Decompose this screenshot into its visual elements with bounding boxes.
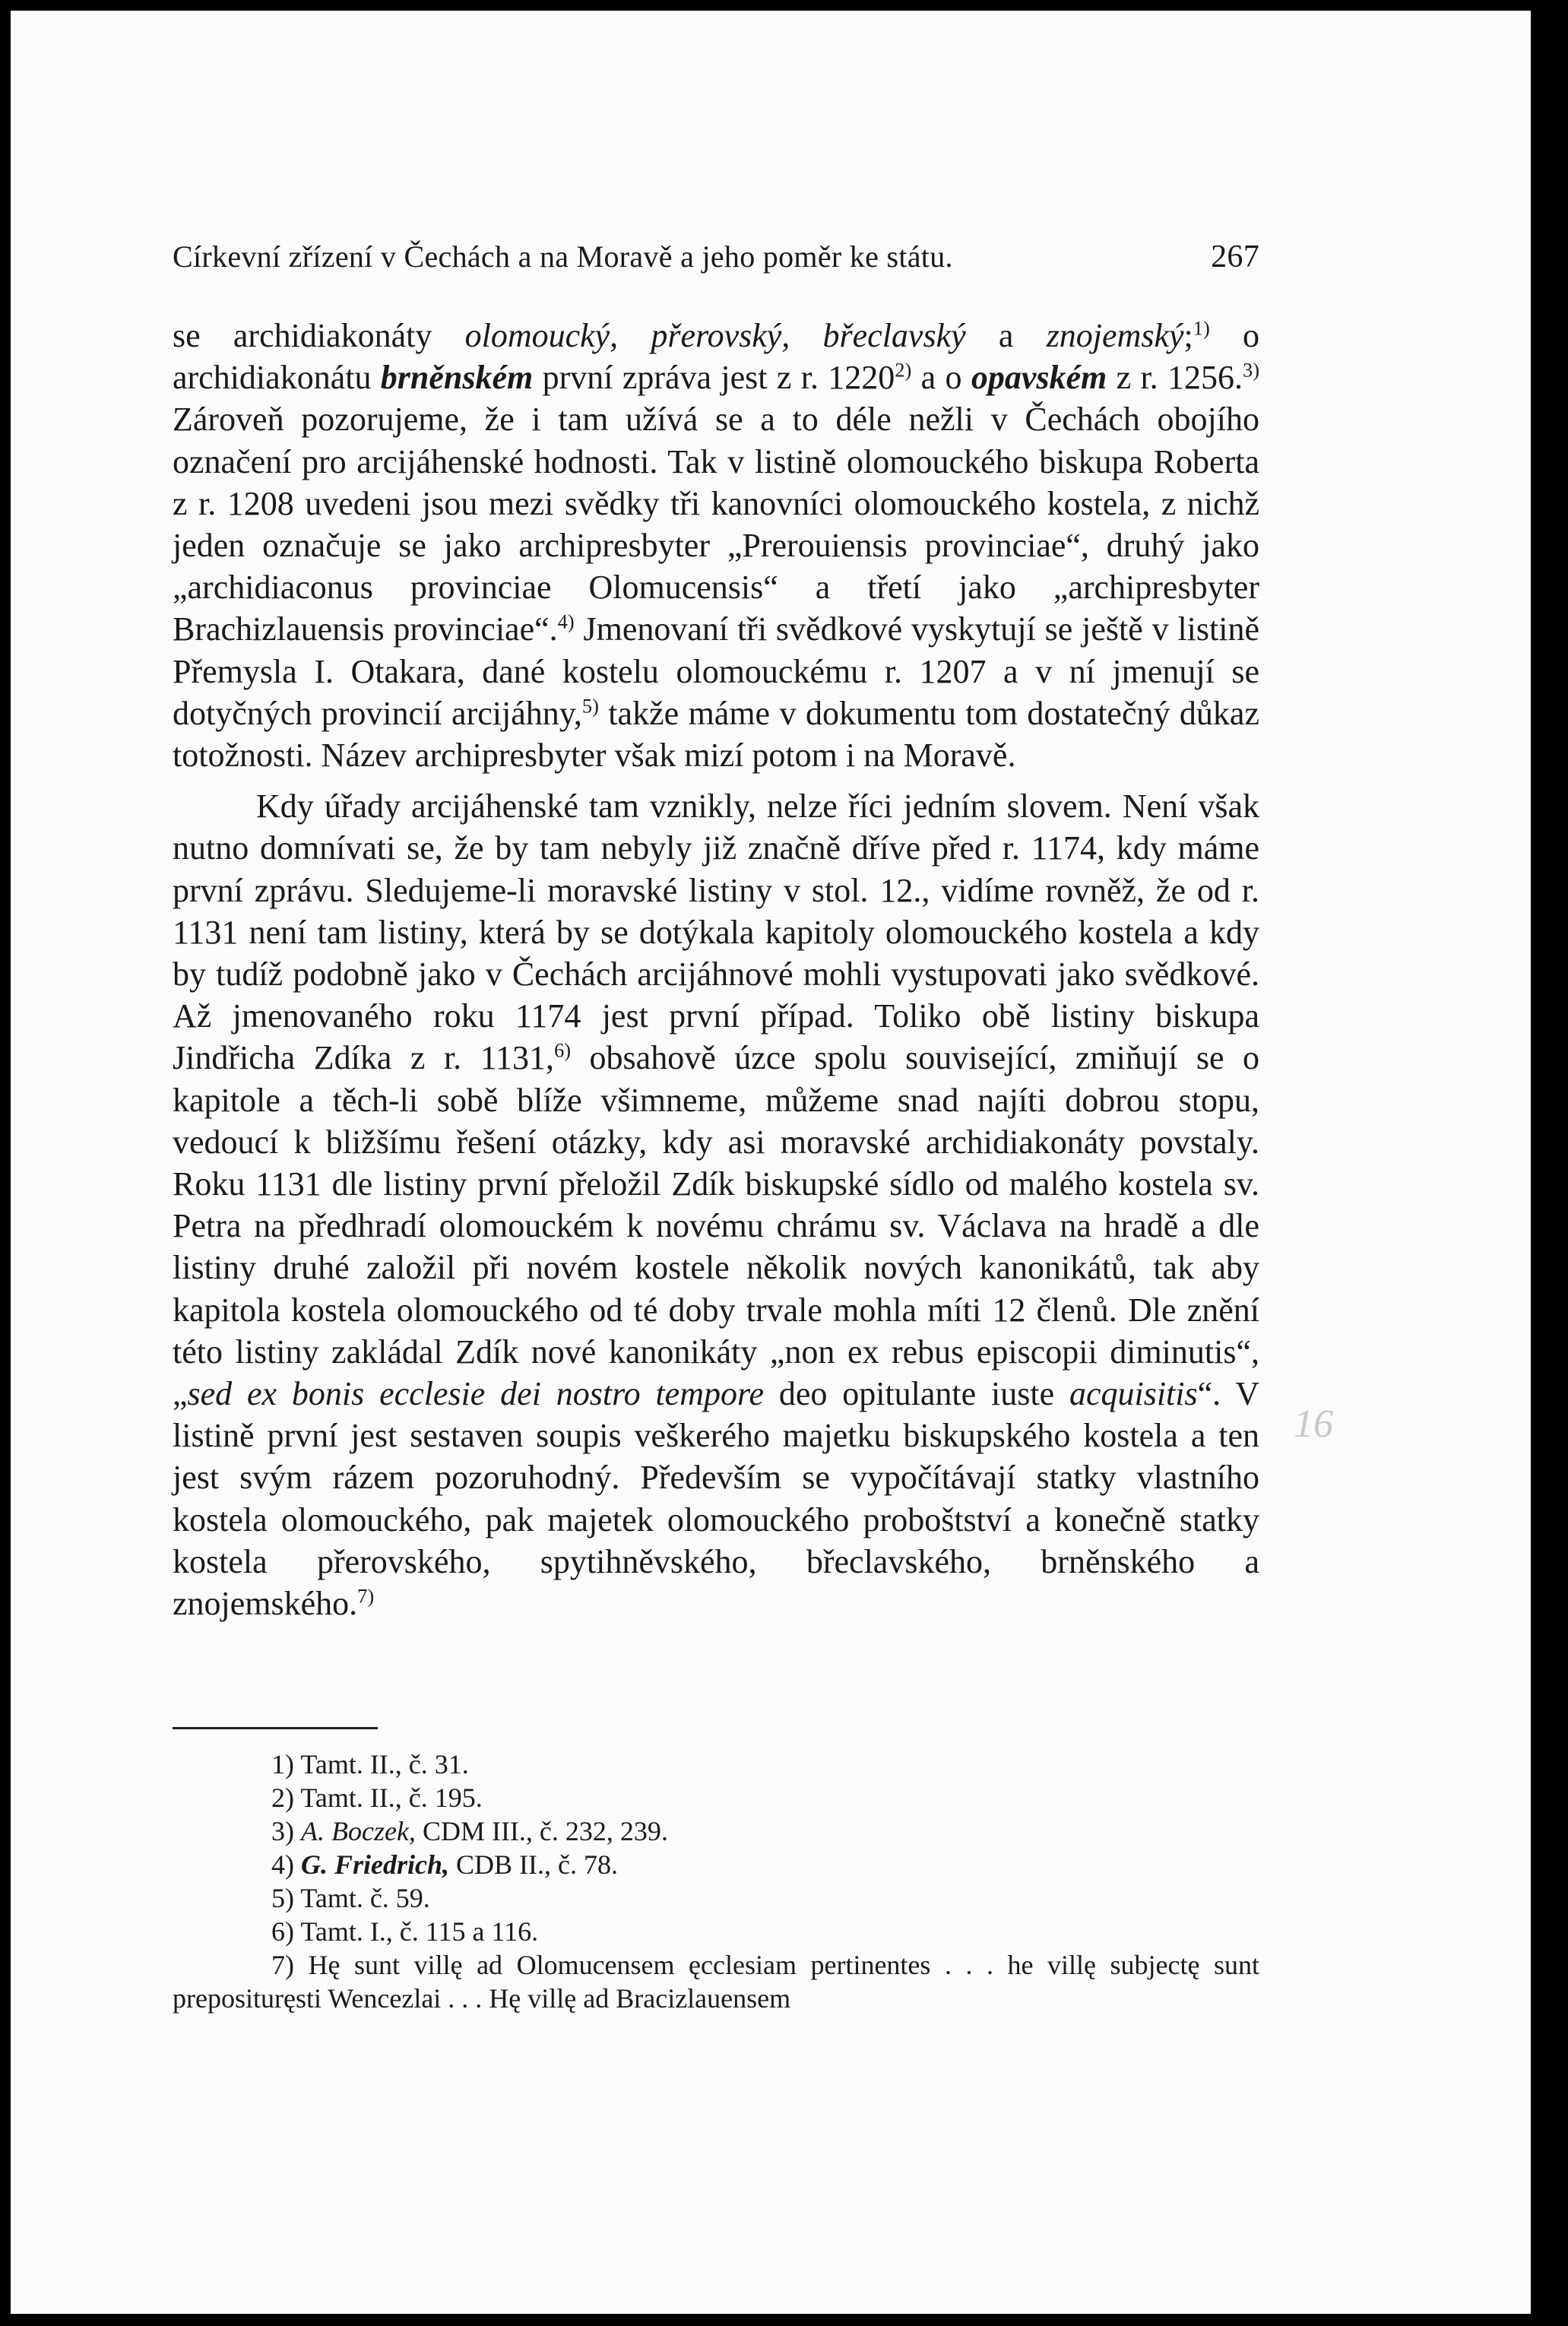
p1-opavsky: opavském <box>971 359 1107 397</box>
footnote-text: Tamt. II., č. 195. <box>300 1783 483 1813</box>
footnote-ref-6: 6) <box>554 1038 572 1062</box>
footnote-text: Tamt. č. 59. <box>300 1883 430 1913</box>
page <box>11 11 1531 2314</box>
p2-text-f: “. V listině první jest sestaven soupis veškerého majetku biskupského kostela a ten jest svým rázem pozoruhodný. Především se vypočítávají statky vlastního kostela olomouckého, pak majetek olomouckého proboštství a konečně statky kostela přerovského, spytihněvského, břeclavského, brněnského a znojemského. <box>173 1375 1259 1623</box>
paragraph-2 <box>173 785 1259 1624</box>
footnote-7 <box>173 1948 1259 2015</box>
p1-text-i: první zpráva jest z r. 1220 <box>533 359 895 397</box>
footnote-ref-4: 4) <box>557 610 575 633</box>
footnote-text: Tamt. I., č. 115 a 116. <box>300 1916 539 1947</box>
p1-znojemsky: znojemský <box>1046 317 1184 354</box>
footnote-mark: 5) <box>271 1883 294 1913</box>
footnote-5 <box>173 1881 1259 1915</box>
margin-pencil-note: 16 <box>1294 1402 1333 1446</box>
p1-text-a: se archidiakonáty <box>173 317 465 354</box>
p1-text-n: Jmenovaní tři svědkové vyskytují se ještě v listině Přemysla I. Otakara, dané kostelu olomouckému r. 1207 a v ní jmenují se dotyčných provincií arcijáhny, <box>173 610 1259 732</box>
footnote-ref-2: 2) <box>895 358 912 382</box>
p2-text-a: Kdy úřady arcijáhenské tam vznikly, nelze říci jedním slovem. Není však nutno domnívati se, že by tam nebyly již značně dříve před r. 1174, kdy máme první zprávu. Sledujeme-li moravské listiny v stol. 12., vidíme rovněž, že od r. 1131 není tam listiny, která by se dotýkala kapitoly olomouckého kostela a kdy by tudíž podobně jako v Čechách arcijáhnové mohli vystupovati jako svědkové. Až jmenovaného roku 1174 jest první případ. Toliko obě listiny biskupa Jindřicha Zdíka z r. 1131, <box>173 787 1259 1077</box>
footnotes <box>173 1748 1259 2015</box>
paragraph-1 <box>173 315 1259 776</box>
footnote-3 <box>173 1814 1259 1848</box>
footnote-mark: 4) <box>271 1849 294 1880</box>
footnote-text: CDM III., č. 232, 239. <box>415 1816 668 1846</box>
p1-text-j: a o <box>911 359 971 397</box>
running-head <box>173 239 1259 275</box>
p1-brnensky: brněnském <box>380 359 534 397</box>
p1-text-g: o archidiakonátu <box>173 317 1259 397</box>
p1-text-m: Zároveň pozorujeme, že i tam užívá se a to déle nežli v Čechách obojího označení pro arcijáhenské hodnosti. Tak v listině olomouckého biskupa Roberta z r. 1208 uvedeni jsou mezi svědky tři kanovníci olomouckého kostela, z nichž jeden označuje se jako archipresbyter „Prerouiensis provinciae“, druhý jako „archidiaconus provinciae Olomucensis“ a třetí jako „archipresbyter Brachizlauensis provinciae“. <box>173 401 1259 648</box>
footnote-mark: 2) <box>271 1783 294 1813</box>
page-number: 267 <box>1211 239 1259 274</box>
footnote-ref-3: 3) <box>1243 358 1259 382</box>
footnote-mark: 3) <box>271 1816 294 1846</box>
footnote-author: A. Boczek, <box>301 1816 416 1846</box>
p2-text-d: deo opitulante iuste <box>764 1375 1069 1413</box>
footnote-mark: 7) <box>271 1950 294 1980</box>
footnote-ref-7: 7) <box>357 1584 375 1608</box>
footnote-1 <box>173 1748 1259 1781</box>
footnote-4 <box>173 1848 1259 1881</box>
footnote-text: CDB II., č. 78. <box>449 1849 618 1880</box>
footnote-divider <box>173 1727 378 1729</box>
footnote-author: G. Friedrich, <box>301 1849 450 1880</box>
footnote-ref-1: 1) <box>1193 316 1210 340</box>
p1-archdeaconries-list: olomoucký, přerovský, břeclavský <box>464 317 966 354</box>
p1-text-e: ; <box>1183 317 1193 354</box>
p2-latin-quote: sed ex bonis ecclesie dei nostro tempore <box>187 1375 764 1413</box>
footnote-6 <box>173 1915 1259 1948</box>
p1-text-o: takže máme v dokumentu tom dostatečný důkaz totožnosti. Název archipresbyter však mizí potom i na Moravě. <box>173 694 1259 775</box>
main-text <box>173 315 1259 1624</box>
footnote-ref-5: 5) <box>581 694 599 718</box>
p1-text-l: z r. 1256. <box>1107 359 1243 397</box>
footnote-mark: 1) <box>271 1749 294 1779</box>
footnote-text: Hę sunt villę ad Olomucensem ęcclesiam pertinentes . . . he villę subjectę sunt preposituręsti Wencezlai . . . Hę villę ad Bracizlauensem <box>173 1950 1260 2014</box>
footnote-2 <box>173 1781 1259 1814</box>
p1-text-c: a <box>965 317 1047 354</box>
p2-text-b: obsahově úzce spolu související, zmiňují se o kapitole a těch-li sobě blíže všimneme, můžeme snad najíti dobrou stopu, vedoucí k bližšímu řešení otázky, kdy asi moravské archidiakonáty povstaly. Roku 1131 dle listiny první přeložil Zdík biskupské sídlo od malého kostela sv. Petra na předhradí olomouckém k novému chrámu sv. Václava na hradě a dle listiny druhé založil při novém kostele několik nových kanonikátů, tak aby kapitola kostela olomouckého od té doby trvale mohla míti 12 členů. Dle znění této listiny zakládal Zdík nové kanonikáty „non ex rebus episcopii diminutis“, „ <box>173 1039 1259 1413</box>
running-head-title: Církevní zřízení v Čechách a na Moravě a jeho poměr ke státu. <box>173 239 953 274</box>
footnote-text: Tamt. II., č. 31. <box>300 1749 469 1779</box>
footnote-mark: 6) <box>271 1916 294 1947</box>
p2-acquisitis: acquisitis <box>1069 1375 1198 1413</box>
